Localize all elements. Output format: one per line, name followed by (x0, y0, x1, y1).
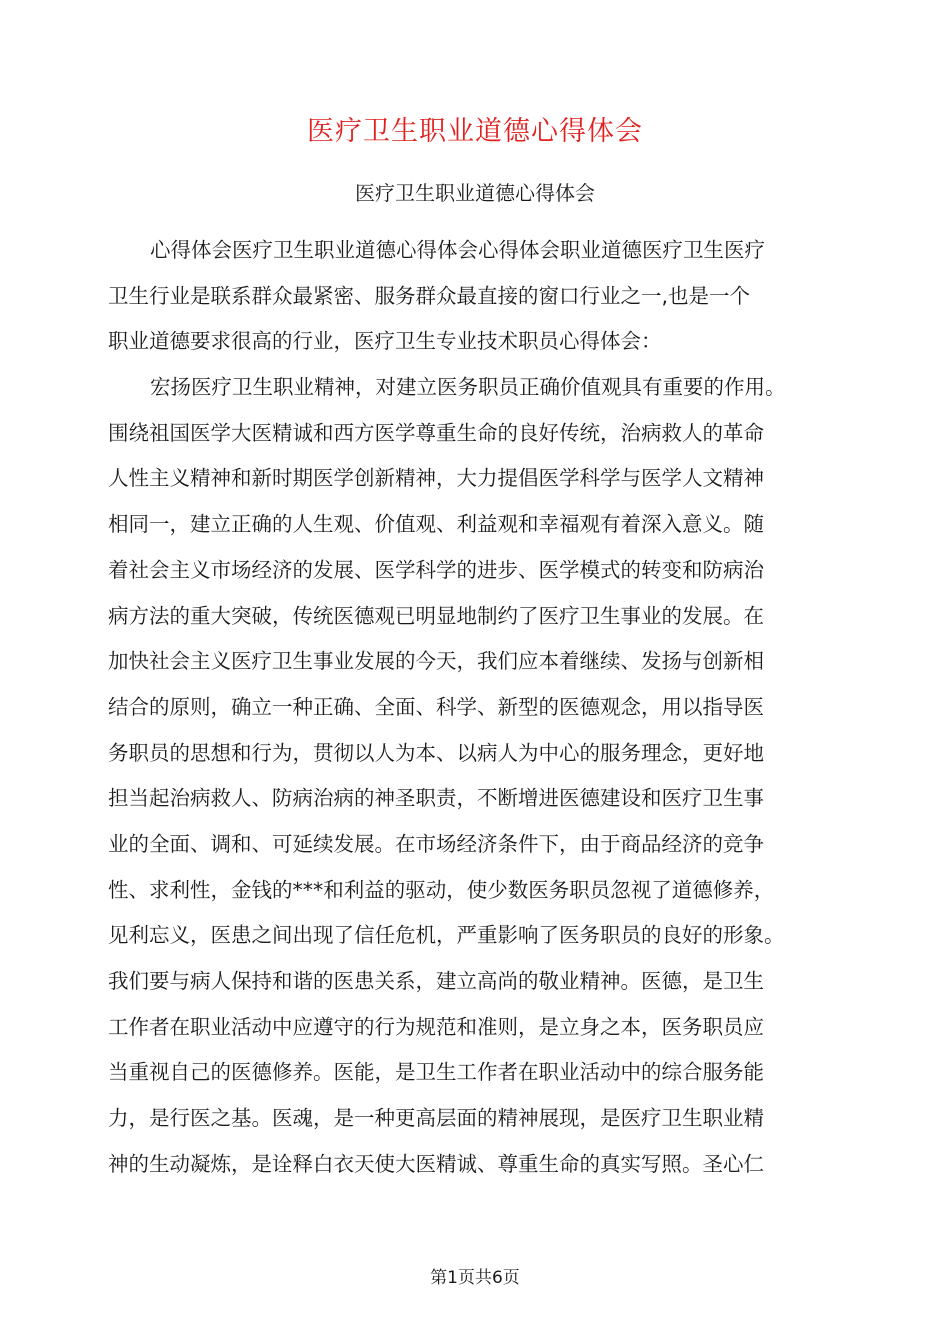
text-line: 心得体会医疗卫生职业道德心得体会心得体会职业道德医疗卫生医疗 (150, 238, 765, 262)
text-line: 加快社会主义医疗卫生事业发展的今天，我们应本着继续、发扬与创新相 (108, 649, 764, 674)
text-line: 工作者在职业活动中应遵守的行为规范和准则，是立身之本，医务职员应 (108, 1014, 764, 1039)
document-title: 医疗卫生职业道德心得体会 (307, 116, 643, 147)
text-line: 相同一，建立正确的人生观、价值观、利益观和幸福观有着深入意义。随 (108, 512, 764, 537)
text-line: 结合的原则，确立一种正确、全面、科学、新型的医德观念，用以指导医 (108, 694, 764, 719)
text-line: 病方法的重大突破，传统医德观已明显地制约了医疗卫生事业的发展。在 (108, 603, 764, 628)
text-line: 务职员的思想和行为，贯彻以人为本、以病人为中心的服务理念，更好地 (108, 740, 764, 765)
text-line: 卫生行业是联系群众最紧密、服务群众最直接的窗口行业之一,也是一个 (108, 283, 751, 308)
text-line: 担当起治病救人、防病治病的神圣职责，不断增进医德建设和医疗卫生事 (108, 786, 764, 811)
text-line: 见利忘义，医患之间出现了信任危机，严重影响了医务职员的良好的形象。 (108, 923, 785, 948)
text-line: 宏扬医疗卫生职业精神，对建立医务职员正确价值观具有重要的作用。 (150, 375, 786, 400)
text-line: 人性主义精神和新时期医学创新精神，大力提倡医学科学与医学人文精神 (108, 466, 764, 491)
text-line: 当重视自己的医德修养。医能，是卫生工作者在职业活动中的综合服务能 (108, 1060, 764, 1085)
text-line: 业的全面、调和、可延续发展。在市场经济条件下，由于商品经济的竞争 (108, 831, 764, 856)
text-line: 围绕祖国医学大医精诚和西方医学尊重生命的良好传统，治病救人的革命 (108, 420, 764, 445)
text-line: 着社会主义市场经济的发展、医学科学的进步、医学模式的转变和防病治 (108, 557, 764, 582)
text-line: 神的生动凝炼，是诠释白衣天使大医精诚、尊重生命的真实写照。圣心仁 (108, 1151, 764, 1176)
page-number-footer: 第1页共6页 (430, 1268, 520, 1288)
text-line: 性、求利性，金钱的***和利益的驱动，使少数医务职员忽视了道德修养， (108, 877, 775, 902)
text-line: 力，是行医之基。医魂，是一种更高层面的精神展现，是医疗卫生职业精 (108, 1106, 764, 1131)
body-text (108, 228, 848, 1187)
document-subtitle: 医疗卫生职业道德心得体会 (355, 181, 595, 205)
text-line: 职业道德要求很高的行业，医疗卫生专业技术职员心得体会： (108, 329, 662, 354)
text-line: 我们要与病人保持和谐的医患关系，建立高尚的敬业精神。医德，是卫生 (108, 969, 764, 993)
